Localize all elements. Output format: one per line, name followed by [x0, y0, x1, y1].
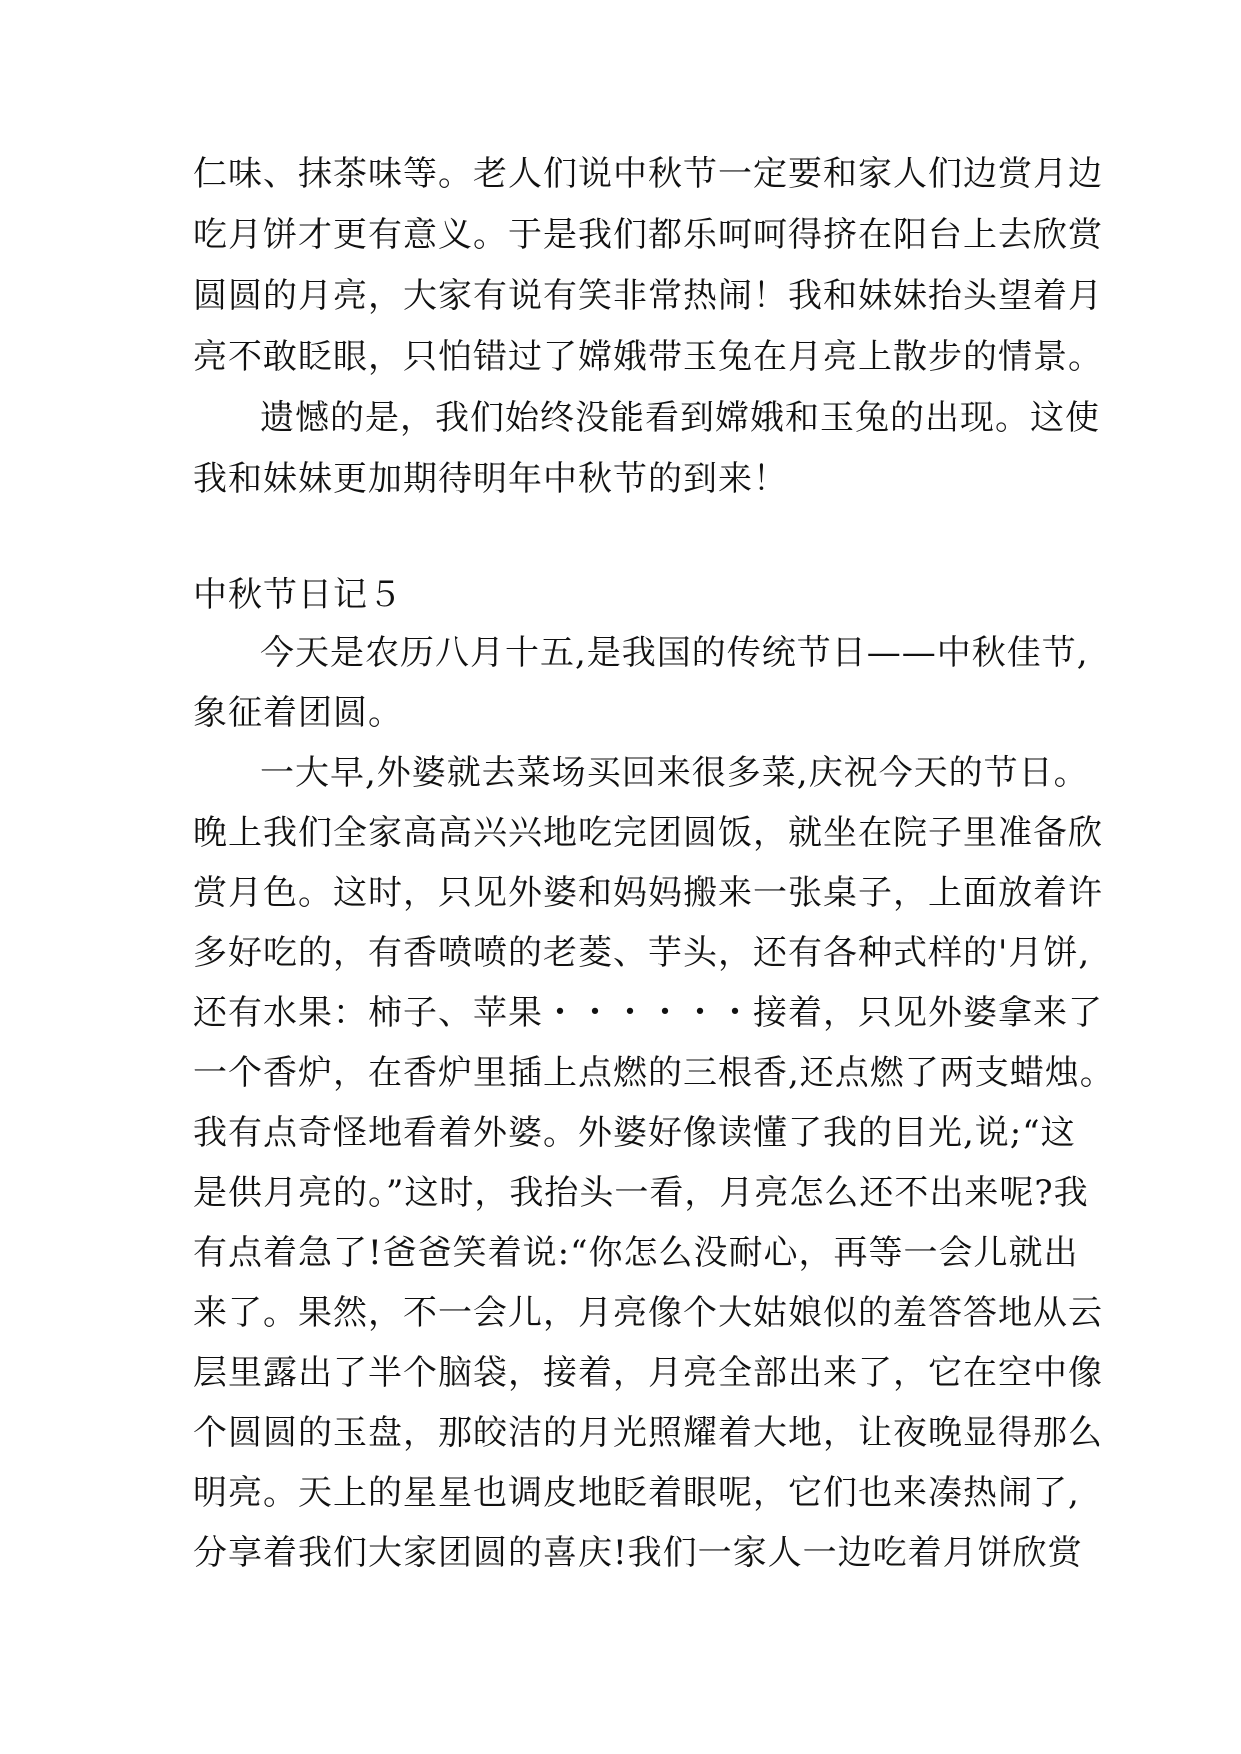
paragraph-line: 分享着我们大家团圆的喜庆!我们一家人一边吃着月饼欣赏	[193, 1533, 1083, 1573]
paragraph-line: 象征着团圆。	[193, 693, 403, 733]
paragraph-line: 明亮。天上的星星也调皮地眨着眼呢，它们也来凑热闹了,	[193, 1473, 1080, 1513]
paragraph-line: 有点着急了!爸爸笑着说:“你怎么没耐心，再等一会儿就出	[193, 1233, 1079, 1273]
paragraph-line: 赏月色。这时，只见外婆和妈妈搬来一张桌子，上面放着许	[193, 873, 1103, 913]
paragraph-line: 吃月饼才更有意义。于是我们都乐呵呵得挤在阳台上去欣赏	[193, 215, 1103, 255]
paragraph-line: 来了。果然，不一会儿，月亮像个大姑娘似的羞答答地从云	[193, 1293, 1103, 1333]
paragraph-line: 我有点奇怪地看着外婆。外婆好像读懂了我的目光,说;“这	[193, 1113, 1076, 1153]
paragraph-line: 仁味、抹茶味等。老人们说中秋节一定要和家人们边赏月边	[193, 154, 1103, 194]
paragraph-line: 多好吃的，有香喷喷的老菱、芋头，还有各种式样的'月饼,	[193, 933, 1091, 973]
paragraph-line: 个圆圆的玉盘，那皎洁的月光照耀着大地，让夜晚显得那么	[193, 1413, 1103, 1453]
paragraph-line: 亮不敢眨眼，只怕错过了嫦娥带玉兔在月亮上散步的情景。	[193, 337, 1103, 377]
paragraph-line: 一大早,外婆就去菜场买回来很多菜,庆祝今天的节日。	[260, 753, 1089, 793]
paragraph-line: 今天是农历八月十五,是我国的传统节日——中秋佳节,	[260, 633, 1089, 673]
paragraph-line: 是供月亮的。”这时，我抬头一看，月亮怎么还不出来呢?我	[193, 1173, 1089, 1213]
paragraph-line: 遗憾的是，我们始终没能看到嫦娥和玉兔的出现。这使	[260, 398, 1100, 438]
section-heading: 中秋节日记５	[193, 575, 403, 615]
paragraph-line: 一个香炉，在香炉里插上点燃的三根香,还点燃了两支蜡烛。	[193, 1053, 1115, 1093]
paragraph-line: 我和妹妹更加期待明年中秋节的到来！	[193, 459, 788, 499]
paragraph-line: 圆圆的月亮，大家有说有笑非常热闹！我和妹妹抬头望着月	[193, 276, 1103, 316]
paragraph-line: 层里露出了半个脑袋，接着，月亮全部出来了，它在空中像	[193, 1353, 1103, 1393]
paragraph-line: 晚上我们全家高高兴兴地吃完团圆饭，就坐在院子里准备欣	[193, 813, 1103, 853]
paragraph-line: 还有水果：柿子、苹果・・・・・・接着，只见外婆拿来了	[193, 993, 1103, 1033]
